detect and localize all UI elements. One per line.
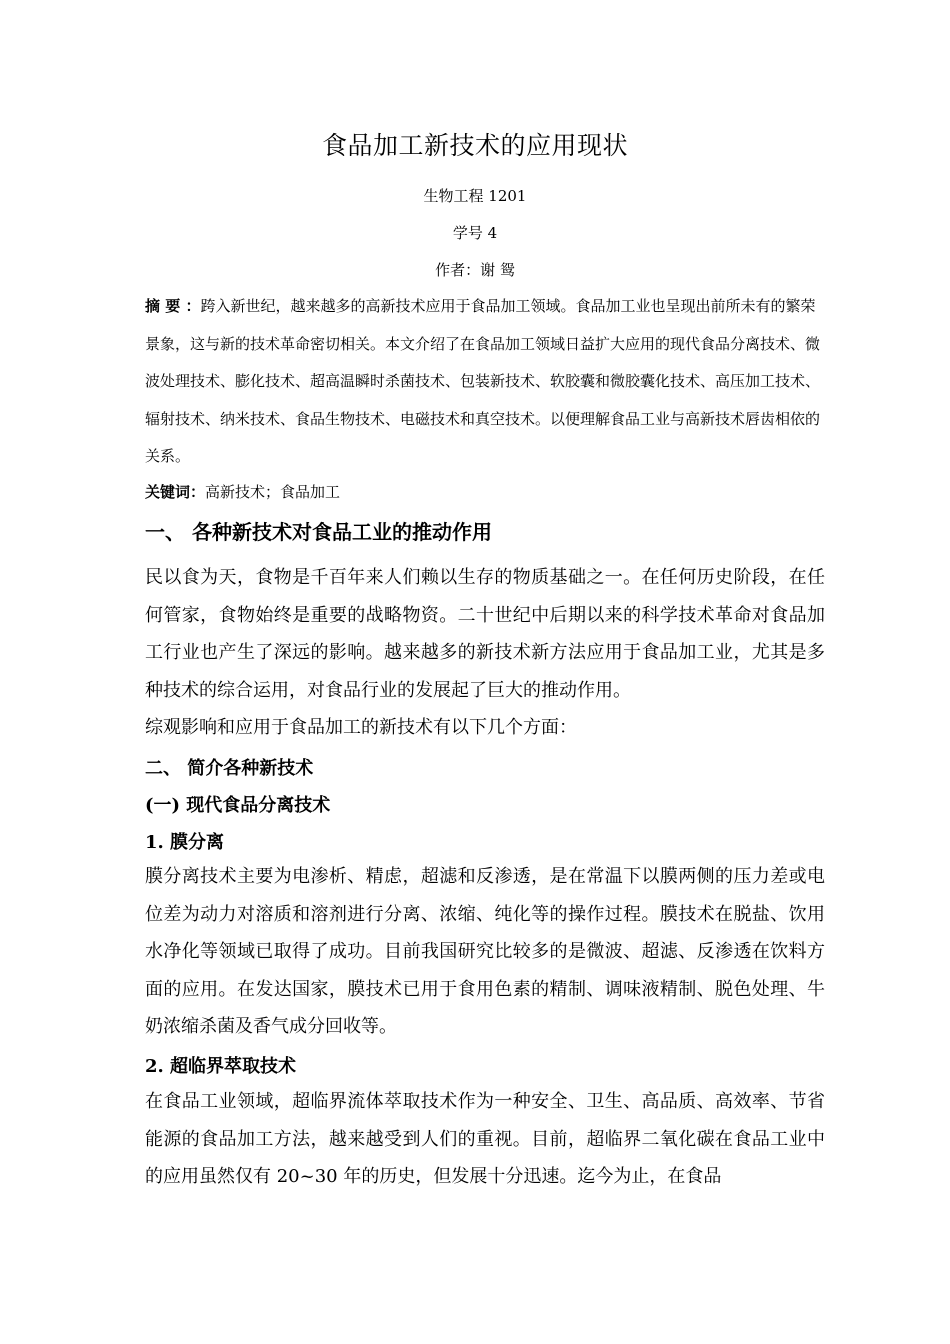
section-1-paragraph-1: 民以食为天，食物是千百年来人们赖以生存的物质基础之一。在任何历史阶段，在任何管家，食物始终是重要的战略物资。二十世纪中后期以来的科学技术革命对食品加工行业也产生了深远的影响。越来越多的新技术新方法应用于食品加工业，尤其是多种技术的综合运用，对食品行业的发展起了巨大的推动作用。 <box>145 567 825 701</box>
keywords <box>145 481 340 502</box>
class-line: 生物工程 1201 <box>423 187 527 205</box>
student-number: 学号 4 <box>452 224 498 242</box>
document-title: 食品加工新技术的应用现状 <box>321 131 628 160</box>
section-1-heading: 一、 各种新技术对食品工业的推动作用 <box>145 520 492 544</box>
section-2-heading: 二、 简介各种新技术 <box>145 758 314 779</box>
keywords-label: 关键词： <box>145 483 206 501</box>
item-2-paragraph: 在食品工业领域，超临界流体萃取技术作为一种安全、卫生、高品质、高效率、节省能源的食品加工方法，越来越受到人们的重视。目前，超临界二氧化碳在食品工业中的应用虽然仅有 20~30 年的历史，但发展十分迅速。迄今为止，在食品 <box>145 1091 825 1187</box>
keywords-text: 高新技术；食品加工 <box>205 483 341 501</box>
item-1-heading: 1. 膜分离 <box>145 832 225 853</box>
author-line: 作者：谢 鸳 <box>435 261 515 279</box>
item-2-heading: 2. 超临界萃取技术 <box>145 1056 297 1077</box>
abstract <box>145 288 830 476</box>
item-1-paragraph: 膜分离技术主要为电渗析、精虑，超滤和反渗透，是在常温下以膜两侧的压力差或电位差为动力对溶质和溶剂进行分离、浓缩、纯化等的操作过程。膜技术在脱盐、饮用水净化等领域已取得了成功。目前我国研究比较多的是微波、超滤、反渗透在饮料方面的应用。在发达国家，膜技术已用于食用色素的精制、调味液精制、脱色处理、牛奶浓缩杀菌及香气成分回收等。 <box>145 866 825 1037</box>
abstract-label: 摘 要 ： <box>145 297 201 315</box>
abstract-text: 跨入新世纪，越来越多的高新技术应用于食品加工领域。食品加工业也呈现出前所未有的繁荣景象，这与新的技术革命密切相关。本文介绍了在食品加工领域日益扩大应用的现代食品分离技术、微波处理技术、膨化技术、超高温瞬时杀菌技术、包装新技术、软胶囊和微胶囊化技术、高压加工技术、辐射技术、纳米技术、食品生物技术、电磁技术和真空技术。以便理解食品工业与高新技术唇齿相依的关系。 <box>145 297 821 465</box>
section-1-paragraph-2: 综观影响和应用于食品加工的新技术有以下几个方面： <box>145 717 577 738</box>
subsection-1-heading: (一) 现代食品分离技术 <box>145 795 331 816</box>
